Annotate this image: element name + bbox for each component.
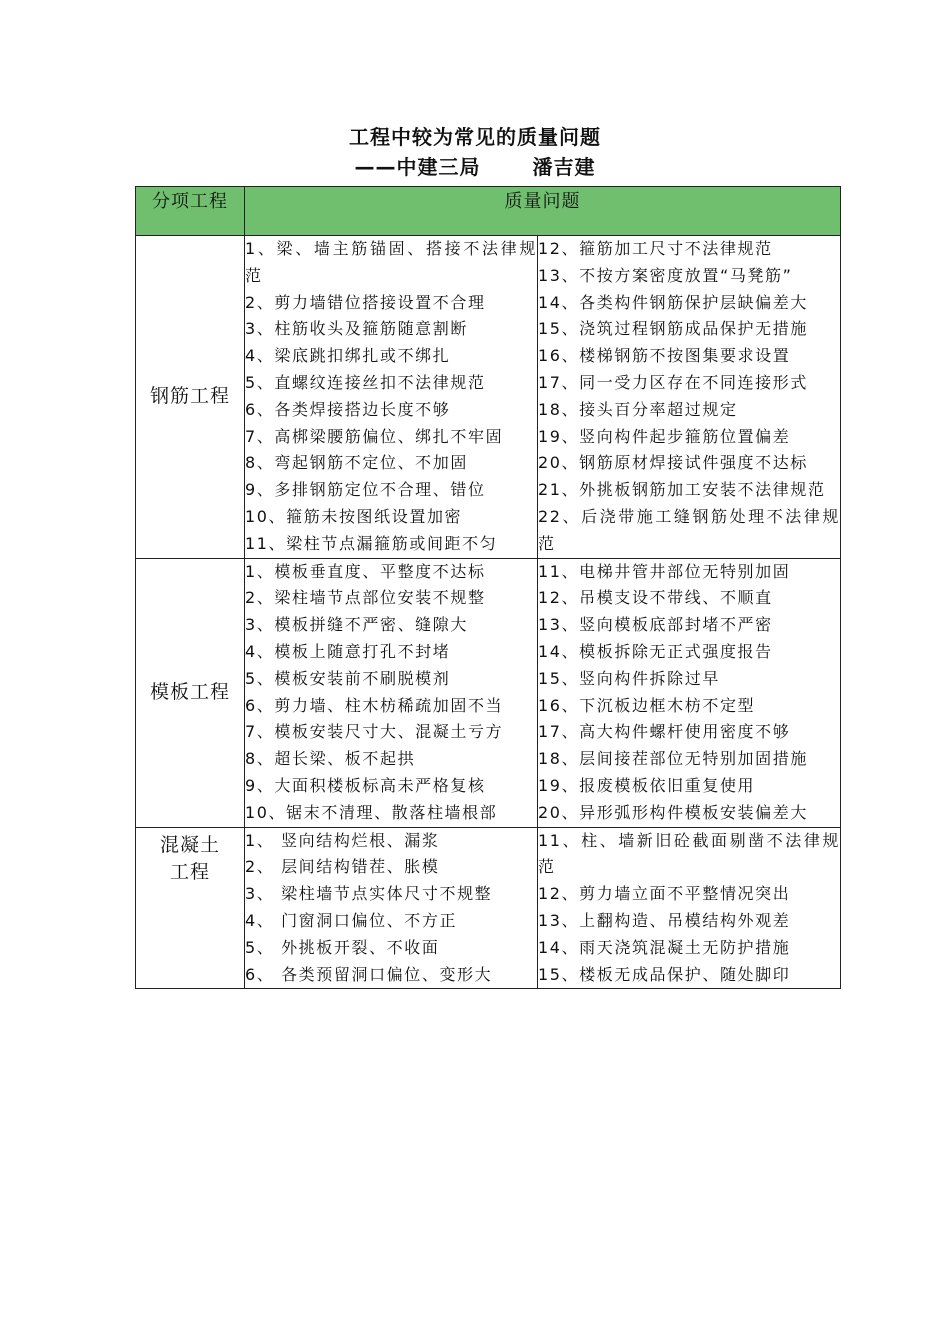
list-item: 14、模板拆除无正式强度报告 — [538, 641, 773, 661]
list-item: 15、竖向构件拆除过早 — [538, 668, 720, 688]
list-item: 19、报废模板依旧重复使用 — [538, 775, 756, 795]
list-item: 17、高大构件螺杆使用密度不够 — [538, 722, 791, 742]
list-item: 11、电梯井管井部位无特别加固 — [538, 561, 791, 581]
subtitle-org: ——中建三局 — [354, 155, 481, 179]
list-item: 20、钢筋原材焊接试件强度不达标 — [538, 453, 808, 473]
list-item: 14、雨天浇筑混凝土无防护措施 — [538, 937, 791, 957]
issues-left-cell — [245, 558, 538, 827]
list-item: 3、模板拼缝不严密、缝隙大 — [245, 615, 468, 635]
title-block — [0, 122, 950, 182]
list-item: 4、梁底跳扣绑扎或不绑扎 — [245, 346, 451, 366]
list-item: 16、下沉板边框木枋不定型 — [538, 695, 756, 715]
list-item: 14、各类构件钢筋保护层缺偏差大 — [538, 292, 808, 312]
list-item: 1、梁、墙主筋锚固、搭接不法律规范 — [245, 239, 537, 285]
list-item: 7、高梆梁腰筋偏位、绑扎不牢固 — [245, 426, 504, 446]
table-header-row — [136, 187, 841, 236]
list-item: 17、同一受力区存在不同连接形式 — [538, 372, 808, 392]
list-item: 4、模板上随意打孔不封堵 — [245, 641, 451, 661]
quality-issues-table — [135, 186, 841, 989]
list-item: 5、 外挑板开裂、不收面 — [245, 937, 440, 957]
list-item: 15、楼板无成品保护、随处脚印 — [538, 964, 791, 984]
table-row — [136, 827, 841, 989]
category-cell — [136, 827, 245, 989]
list-item: 6、 各类预留洞口偏位、变形大 — [245, 964, 493, 984]
table-row — [136, 558, 841, 827]
list-item: 8、超长梁、板不起拱 — [245, 749, 416, 769]
list-item: 4、 门窗洞口偏位、不方正 — [245, 910, 458, 930]
header-issues: 质量问题 — [245, 187, 841, 236]
list-item: 11、梁柱节点漏箍筋或间距不匀 — [245, 533, 498, 553]
list-item: 16、楼梯钢筋不按图集要求设置 — [538, 346, 791, 366]
list-item: 1、 竖向结构烂根、漏浆 — [245, 830, 440, 850]
list-item: 10、箍筋未按图纸设置加密 — [245, 506, 463, 526]
issues-left-cell — [245, 236, 538, 559]
list-item: 13、上翻构造、吊模结构外观差 — [538, 910, 791, 930]
list-item: 9、大面积楼板标高未严格复核 — [245, 775, 486, 795]
list-item: 13、不按方案密度放置“马凳筋” — [538, 265, 793, 285]
list-item: 5、直螺纹连接丝扣不法律规范 — [245, 372, 486, 392]
list-item: 21、外挑板钢筋加工安装不法律规范 — [538, 480, 826, 500]
category-label: 混凝土工程 — [160, 833, 221, 883]
list-item: 12、箍筋加工尺寸不法律规范 — [538, 239, 773, 258]
list-item: 6、各类焊接搭边长度不够 — [245, 399, 451, 419]
issues-left-cell — [245, 827, 538, 989]
issues-right-cell — [538, 558, 841, 827]
issues-right-cell — [538, 236, 841, 559]
list-item: 10、锯末不清理、散落柱墙根部 — [245, 802, 498, 822]
issues-right-cell — [538, 827, 841, 989]
list-item: 12、剪力墙立面不平整情况突出 — [538, 884, 791, 904]
list-item: 9、多排钢筋定位不合理、错位 — [245, 480, 486, 500]
list-item: 3、柱筋收头及箍筋随意割断 — [245, 319, 468, 339]
list-item: 2、 层间结构错茬、胀模 — [245, 857, 440, 877]
list-item: 19、竖向构件起步箍筋位置偏差 — [538, 426, 791, 446]
list-item: 20、异形弧形构件模板安装偏差大 — [538, 802, 808, 822]
list-item: 8、弯起钢筋不定位、不加固 — [245, 453, 468, 473]
list-item: 2、剪力墙错位搭接设置不合理 — [245, 292, 486, 312]
list-item: 22、后浇带施工缝钢筋处理不法律规范 — [538, 506, 840, 553]
subtitle-author: 潘吉建 — [532, 155, 596, 179]
list-item: 15、浇筑过程钢筋成品保护无措施 — [538, 319, 808, 339]
list-item: 2、梁柱墙节点部位安装不规整 — [245, 588, 486, 608]
category-cell: 模板工程 — [136, 558, 245, 827]
table-row — [136, 236, 841, 559]
page-title: 工程中较为常见的质量问题 — [349, 125, 601, 149]
page-subtitle — [0, 152, 950, 182]
header-category: 分项工程 — [136, 187, 245, 236]
category-cell: 钢筋工程 — [136, 236, 245, 559]
list-item: 12、吊模支设不带线、不顺直 — [538, 588, 773, 608]
list-item: 18、层间接茬部位无特别加固措施 — [538, 749, 808, 769]
list-item: 7、模板安装尺寸大、混凝土亏方 — [245, 722, 504, 742]
list-item: 1、模板垂直度、平整度不达标 — [245, 561, 486, 581]
list-item: 11、柱、墙新旧砼截面剔凿不法律规范 — [538, 830, 840, 877]
list-item: 5、模板安装前不刷脱模剂 — [245, 668, 451, 688]
list-item: 13、竖向模板底部封堵不严密 — [538, 615, 773, 635]
list-item: 6、剪力墙、柱木枋稀疏加固不当 — [245, 695, 504, 715]
list-item: 18、接头百分率超过规定 — [538, 399, 738, 419]
list-item: 3、 梁柱墙节点实体尺寸不规整 — [245, 884, 493, 904]
